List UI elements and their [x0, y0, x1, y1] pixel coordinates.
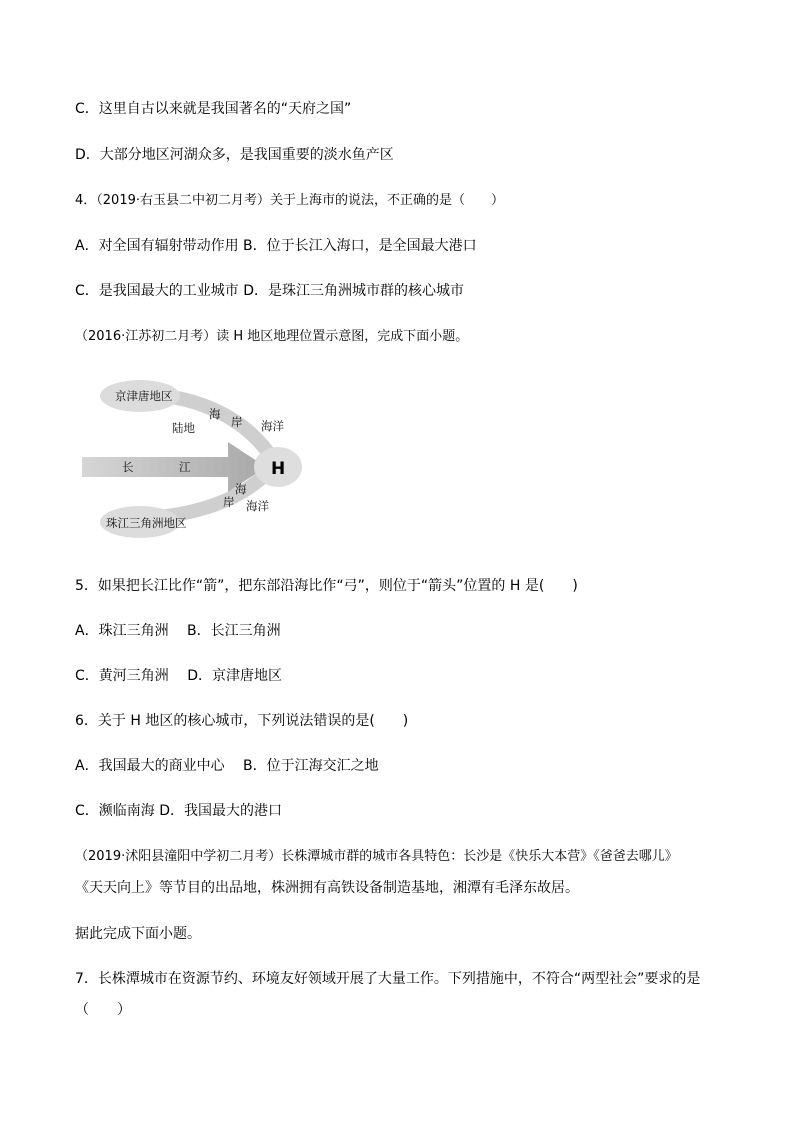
- label-an-bottom: 岸: [223, 495, 235, 509]
- q4-options-ab: A．对全国有辐射带动作用 B．位于长江入海口，是全国最大港口: [75, 238, 477, 254]
- label-haiyang-top: 海洋: [261, 419, 284, 433]
- question-4: 4．（2019·右玉县二中初二月考）关于上海市的说法，不正确的是（ ）: [75, 193, 504, 208]
- label-chang: 长: [122, 460, 134, 474]
- diagram-intro: （2016·江苏初二月考）读 H 地区地理位置示意图，完成下面小题。: [75, 329, 469, 344]
- question-7: 7．长株潭城市在资源节约、环境友好领域开展了大量工作。下列措施中，不符合“两型社会”要求的是: [75, 971, 701, 987]
- label-zhujiang: 珠江三角洲地区: [106, 516, 187, 530]
- label-hai-bottom: 海: [235, 482, 247, 496]
- label-h: H: [271, 459, 286, 479]
- question-6: 6．关于 H 地区的核心城市，下列说法错误的是( ): [75, 713, 409, 729]
- line-2: D．大部分地区河湖众多，是我国重要的淡水鱼产区: [75, 147, 394, 163]
- q5-options-ab: A．珠江三角洲 B．长江三角洲: [75, 623, 281, 639]
- label-jingjintang: 京津唐地区: [115, 389, 173, 403]
- line-1: C．这里自古以来就是我国著名的“天府之国”: [75, 101, 352, 117]
- label-hai-top: 海: [209, 407, 221, 421]
- question-7-paren: （ ）: [75, 1002, 131, 1018]
- q5-options-cd: C．黄河三角洲 D．京津唐地区: [75, 668, 283, 684]
- instruction: 据此完成下面小题。: [75, 926, 201, 942]
- label-jiang: 江: [179, 460, 191, 474]
- changzhutan-intro-2: 《天天向上》等节目的出品地，株洲拥有高铁设备制造基地，湘潭有毛泽东故居。: [75, 880, 579, 896]
- question-5: 5．如果把长江比作“箭”，把东部沿海比作“弓”，则位于“箭头”位置的 H 是( ): [75, 578, 578, 594]
- label-haiyang-bottom: 海洋: [246, 499, 269, 513]
- h-location-diagram: [78, 372, 318, 544]
- changzhutan-intro-1: （2019·沭阳县潼阳中学初二月考）长株潭城市群的城市各具特色：长沙是《快乐大本营》《爸爸去哪儿》: [75, 849, 678, 864]
- label-an-top: 岸: [231, 415, 243, 429]
- q6-options-ab: A．我国最大的商业中心 B．位于江海交汇之地: [75, 758, 379, 774]
- q4-options-cd: C．是我国最大的工业城市 D．是珠江三角洲城市群的核心城市: [75, 283, 465, 299]
- q6-options-cd: C．濒临南海 D．我国最大的港口: [75, 803, 283, 819]
- label-ludi: 陆地: [172, 421, 195, 435]
